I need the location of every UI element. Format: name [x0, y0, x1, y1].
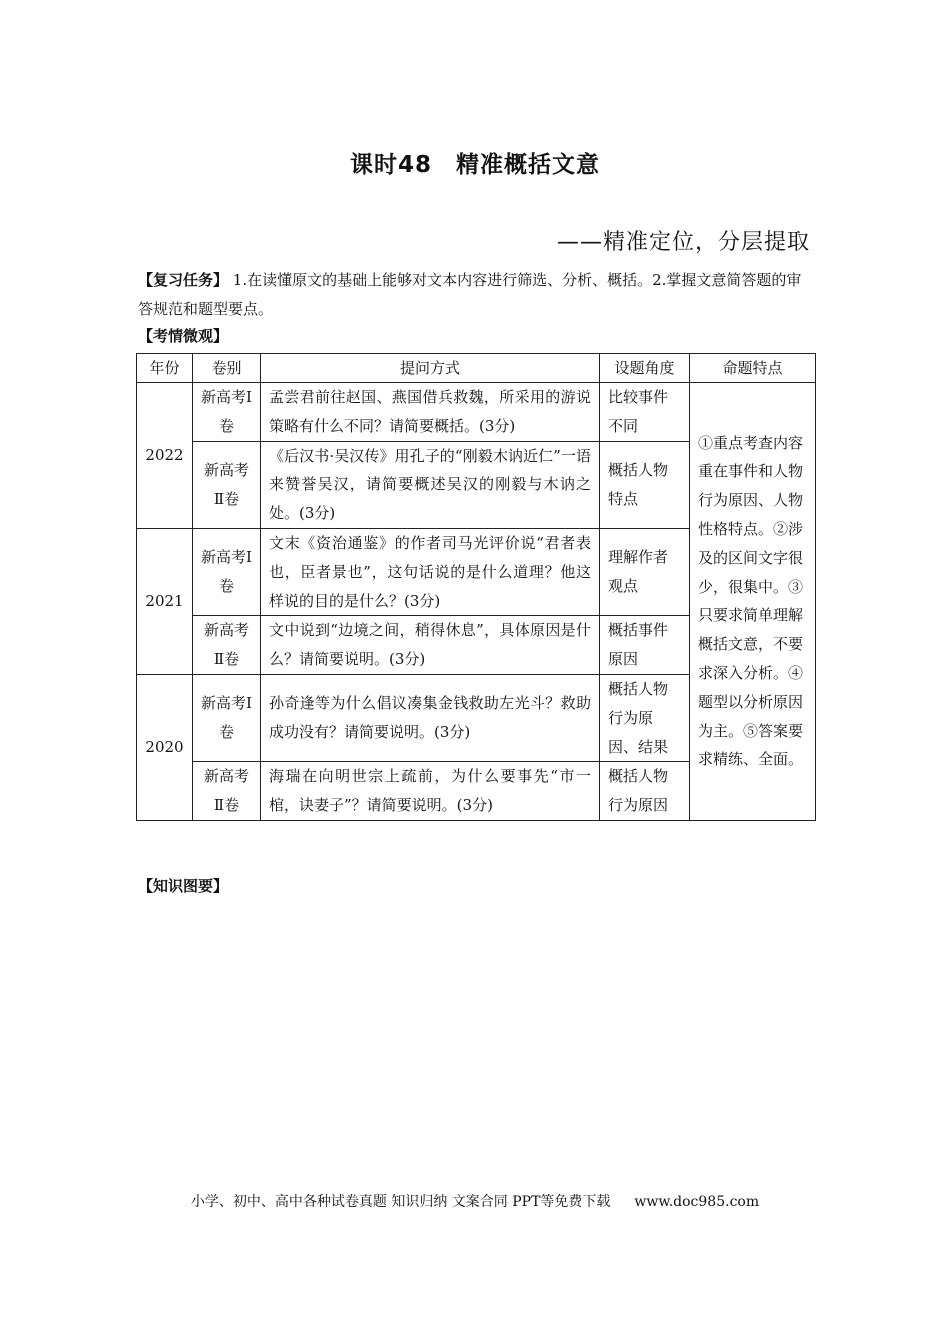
angle-cell: 比较事件不同 — [600, 383, 690, 442]
question-cell: 文中说到“边境之间，稍得休息”，具体原因是什么？请简要说明。(3分) — [261, 616, 600, 675]
header-year: 年份 — [137, 354, 193, 383]
review-task — [138, 266, 814, 324]
question-cell: 文末《资治通鉴》的作者司马光评价说“君者表也，臣者景也”，这句话说的是什么道理？他这样说的目的是什么？(3分) — [261, 528, 600, 615]
angle-cell: 概括人物行为原因 — [600, 762, 690, 821]
paper-cell: 新高考Ⅰ卷 — [193, 674, 261, 761]
lesson-title: 课时48 精准概括文意 — [349, 152, 600, 178]
lesson-subtitle: ——精准定位，分层提取 — [556, 230, 810, 255]
header-features: 命题特点 — [690, 354, 816, 383]
paper-cell: 新高考Ⅰ卷 — [193, 383, 261, 442]
question-cell: 孙奇逢等为什么倡议凑集金钱救助左光斗？救助成功没有？请简要说明。(3分) — [261, 674, 600, 761]
paper-cell: 新高考Ⅰ卷 — [193, 528, 261, 615]
angle-cell: 概括事件原因 — [600, 616, 690, 675]
angle-cell: 概括人物特点 — [600, 441, 690, 528]
question-cell: 孟尝君前往赵国、燕国借兵救魏，所采用的游说策略有什么不同？请简要概括。(3分) — [261, 383, 600, 442]
angle-cell: 概括人物行为原因、结果 — [600, 674, 690, 761]
header-angle: 设题角度 — [600, 354, 690, 383]
table-row — [137, 383, 816, 442]
paper-cell: 新高考Ⅱ卷 — [193, 616, 261, 675]
page-footer — [0, 1191, 950, 1211]
year-cell: 2021 — [137, 528, 193, 674]
year-cell: 2020 — [137, 674, 193, 820]
exam-overview-table — [136, 353, 816, 821]
header-paper: 卷别 — [193, 354, 261, 383]
year-cell: 2022 — [137, 383, 193, 529]
review-task-heading: 【复习任务】 — [138, 271, 229, 289]
angle-cell: 理解作者观点 — [600, 528, 690, 615]
question-cell: 《后汉书·吴汉传》用孔子的“刚毅木讷近仁”一语来赞誉吴汉，请简要概述吴汉的刚毅与木讷之处。(3分) — [261, 441, 600, 528]
paper-cell: 新高考Ⅱ卷 — [193, 762, 261, 821]
exam-overview-heading: 【考情微观】 — [138, 327, 229, 345]
review-task-text: 1.在读懂原文的基础上能够对文本内容进行筛选、分析、概括。2.掌握文意简答题的审答规范和题型要点。 — [138, 271, 802, 318]
question-cell: 海瑞在向明世宗上疏前，为什么要事先“市一棺，诀妻子”？请简要说明。(3分) — [261, 762, 600, 821]
footer-text: 小学、初中、高中各种试卷真题 知识归纳 文案合同 PPT等免费下载 — [190, 1194, 611, 1210]
footer-url[interactable]: www.doc985.com — [634, 1194, 760, 1210]
paper-cell: 新高考Ⅱ卷 — [193, 441, 261, 528]
header-question: 提问方式 — [261, 354, 600, 383]
knowledge-heading: 【知识图要】 — [138, 877, 229, 895]
table-header-row — [137, 354, 816, 383]
features-cell: ①重点考查内容重在事件和人物行为原因、人物性格特点。②涉及的区间文字很少，很集中。③只要求简单理解概括文意，不要求深入分析。④题型以分析原因为主。⑤答案要求精练、全面。 — [690, 383, 816, 821]
